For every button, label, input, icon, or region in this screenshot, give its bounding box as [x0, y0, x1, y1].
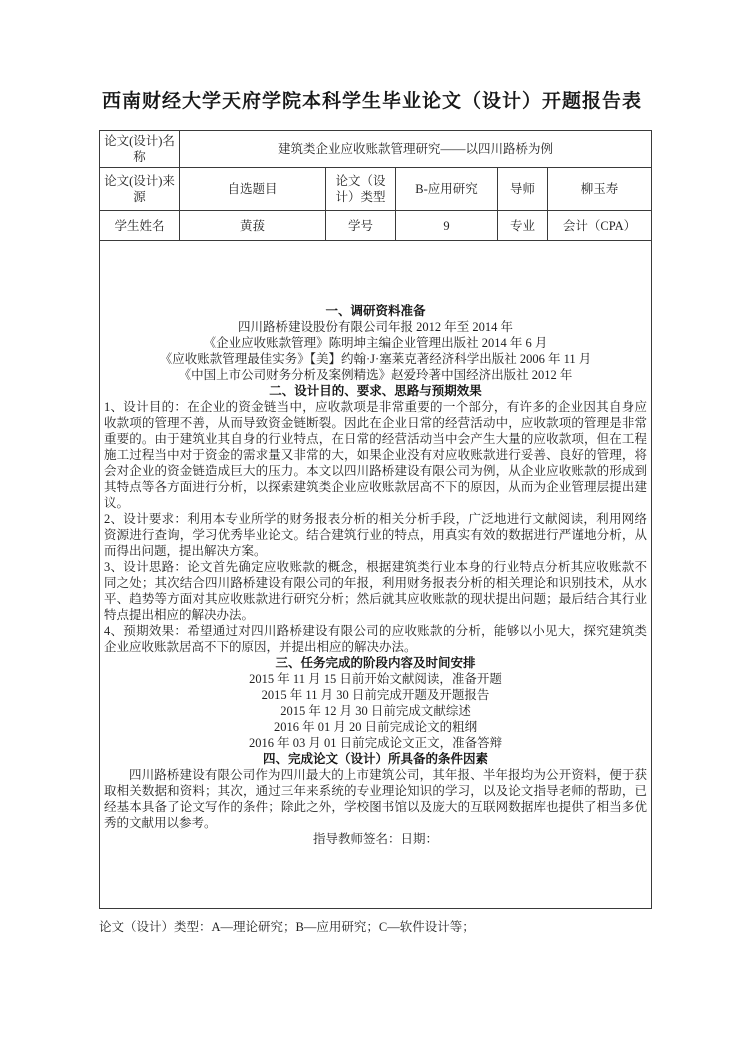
form-body-cell [100, 241, 652, 909]
thesis-source-value: 自选题目 [180, 168, 326, 211]
schedule-item: 2016 年 03 月 01 日前完成论文正文，准备答辩 [248, 735, 503, 750]
section-research-materials [104, 303, 647, 383]
student-name-label: 学生姓名 [100, 211, 180, 241]
student-id-value: 9 [396, 211, 498, 241]
student-id-label: 学号 [326, 211, 396, 241]
page-title: 西南财经大学天府学院本科学生毕业论文（设计）开题报告表 [101, 91, 642, 112]
design-purpose-paragraph: 1、设计目的：在企业的资金链当中，应收款项是非常重要的一个部分，有许多的企业因其自身应收款项的管理不善，从而导致资金链断裂。因此在企业日常的经营活动中，应收款项的管理是非常重要的。由于建筑业其自身的行业特点，在日常的经营活动当中会产生大量的应收款项，但在工程施工过程当中对于资金的需求量又非常的大，如果企业没有对应收账款进行妥善、良好的管理，将会对企业的资金链造成巨大的压力。本文以四川路桥建设有限公司为例，从企业应收账款的形成到其特点等各方面进行分析，以探索建筑类企业应收账款居高不下的原因，从而为企业管理层提出建议。 [104, 399, 648, 510]
design-requirement-paragraph: 2、设计要求：利用本专业所学的财务报表分析的相关分析手段，广泛地进行文献阅读，利用网络资源进行查询，学习优秀毕业论文。结合建筑行业的特点，用真实有效的数据进行严谨地分析，从而得出问题，提出解决方案。 [104, 511, 648, 558]
schedule-item: 2016 年 01 月 20 日前完成论文的粗纲 [273, 719, 478, 734]
major-label: 专业 [498, 211, 548, 241]
thesis-type-label: 论文（设计）类型 [326, 168, 396, 211]
reference-item: 四川路桥建设股份有限公司年报 2012 年至 2014 年 [238, 319, 514, 334]
conditions-paragraph: 四川路桥建设有限公司作为四川最大的上市建筑公司，其年报、半年报均为公开资料，便于获取相关数据和资料；其次，通过三年来系统的专业理论知识的学习，以及论文指导老师的帮助，已经基本具备了论文写作的条件；除此之外，学校图书馆以及庞大的互联网数据库也提供了相当多优秀的文献用以参考。 [104, 767, 648, 830]
row-body [100, 241, 652, 909]
reference-item: 《应收账款管理最佳实务》【美】约翰·J·塞莱克著经济科学出版社 2006 年 11 月 [159, 351, 592, 366]
advisor-value: 柳玉寿 [548, 168, 652, 211]
section3-heading: 三、任务完成的阶段内容及时间安排 [275, 655, 476, 670]
section-schedule [104, 655, 647, 751]
row-student-info [100, 211, 652, 241]
design-approach-paragraph: 3、设计思路：论文首先确定应收账款的概念，根据建筑类行业本身的行业特点分析其应收账款不同之处；其次结合四川路桥建设有限公司的年报，利用财务报表分析的相关理论和识别技术，从水平、趋势等方面对其应收账款进行研究分析；然后就其应收账款的现状提出问题；最后结合其行业特点提出相应的解决办法。 [104, 559, 648, 622]
thesis-source-label: 论文(设计)来源 [100, 168, 180, 211]
thesis-type-value: B-应用研究 [396, 168, 498, 211]
section-design-purpose [104, 383, 647, 655]
section1-heading: 一、调研资料准备 [325, 303, 426, 318]
advisor-label: 导师 [498, 168, 548, 211]
section2-heading: 二、设计目的、要求、思路与预期效果 [269, 383, 482, 398]
thesis-name-value: 建筑类企业应收账款管理研究——以四川路桥为例 [180, 131, 652, 168]
expected-result-paragraph: 4、预期效果：希望通过对四川路桥建设有限公司的应收账款的分析，能够以小见大，探究建筑类企业应收账款居高不下的原因，并提出相应的解决办法。 [104, 623, 648, 654]
proposal-form-table [99, 130, 652, 909]
student-name-value: 黄菝 [180, 211, 326, 241]
schedule-item: 2015 年 11 月 15 日前开始文献阅读，准备开题 [249, 671, 502, 686]
thesis-type-legend: 论文（设计）类型：A—理论研究；B—应用研究；C—软件设计等； [99, 920, 475, 934]
section4-heading: 四、完成论文（设计）所具备的条件因素 [263, 751, 489, 766]
reference-item: 《企业应收账款管理》陈明坤主编企业管理出版社 2014 年 6 月 [203, 335, 548, 350]
schedule-item: 2015 年 11 月 30 日前完成开题及开题报告 [261, 687, 490, 702]
schedule-item: 2015 年 12 月 30 日前完成文献综述 [280, 703, 471, 718]
row-thesis-source [100, 168, 652, 211]
row-thesis-name [100, 131, 652, 168]
section-conditions [104, 751, 647, 831]
reference-item: 《中国上市公司财务分析及案例精选》赵爱玲著中国经济出版社 2012 年 [178, 367, 573, 382]
advisor-signature-line: 指导教师签名：日期： [313, 831, 439, 846]
thesis-name-label: 论文(设计)名称 [100, 131, 180, 168]
major-value: 会计（CPA） [548, 211, 652, 241]
